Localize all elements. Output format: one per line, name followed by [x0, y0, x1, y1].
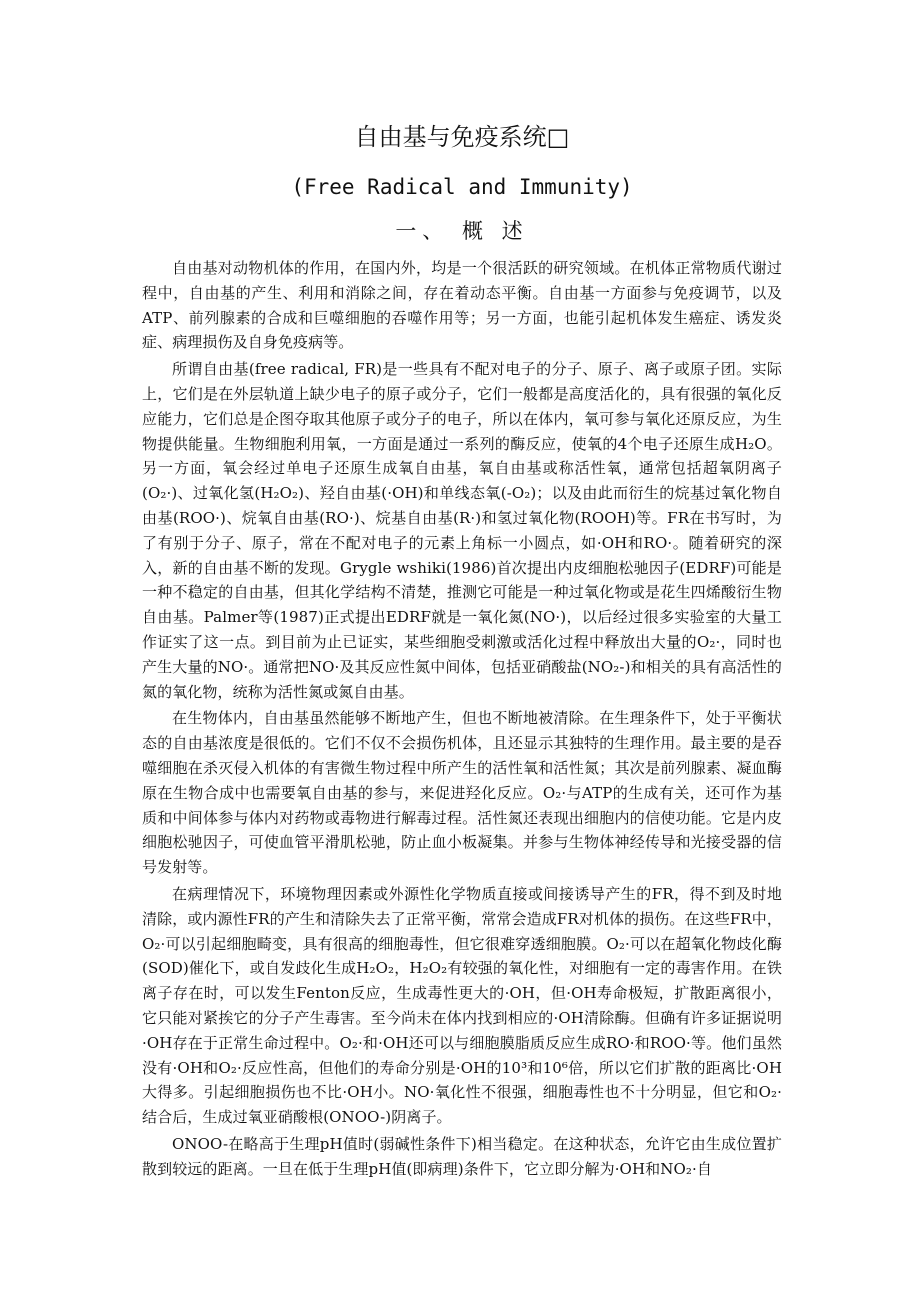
section-heading: 一、 概 述 — [395, 219, 529, 243]
document-subtitle: (Free Radical and Immunity) — [291, 175, 633, 199]
paragraph-2: 所谓自由基(free radical, FR)是一些具有不配对电子的分子、原子、离子或原子团。实际上，它们是在外层轨道上缺少电子的原子或分子，它们一般都是高度活化的，具有很强的氧化反应能力，它们总是企图夺取其他原子或分子的电子，所以在体内，氧可参与氧化还原反应，为生物提供能量。生物细胞利用氧，一方面是通过一系列的酶反应，使氧的4个电子还原生成H₂O。另一方面，氧会经过单电子还原生成氧自由基，氧自由基或称活性氧，通常包括超氧阴离子(O₂·)、过氧化氢(H₂O₂)、羟自由基(·OH)和单线态氧(-O₂)；以及由此而衍生的烷基过氧化物自由基(ROO·)、烷氧自由基(RO·)、烷基自由基(R·)和氢过氧化物(ROOH)等。FR在书写时，为了有别于分子、原子，常在不配对电子的元素上角标一小圆点，如·OH和RO·。随着研究的深入，新的自由基不断的发现。Grygle wshiki(1986)首次提出内皮细胞松驰因子(EDRF)可能是一种不稳定的自由基，但其化学结构不清楚，推测它可能是一种过氧化物或是花生四烯酸衍生物自由基。Palmer等(1987)正式提出EDRF就是一氧化氮(NO·)，以后经过很多实验室的大量工作证实了这一点。到目前为止已证实，某些细胞受刺激或活化过程中释放出大量的O₂·，同时也产生大量的NO·。通常把NO·及其反应性氮中间体，包括亚硝酸盐(NO₂-)和相关的具有高活性的氮的氧化物，统称为活性氮或氮自由基。 — [142, 360, 782, 701]
paragraph-3: 在生物体内，自由基虽然能够不断地产生，但也不断地被清除。在生理条件下，处于平衡状态的自由基浓度是很低的。它们不仅不会损伤机体，且还显示其独特的生理作用。最主要的是吞噬细胞在杀灭侵入机体的有害微生物过程中所产生的活性氧和活性氮；其次是前列腺素、凝血酶原在生物合成中也需要氧自由基的参与，来促进羟化反应。O₂·与ATP的生成有关，还可作为基质和中间体参与体内对药物或毒物进行解毒过程。活性氮还表现出细胞内的信使功能。它是内皮细胞松驰因子，可使血管平滑肌松驰，防止血小板凝集。并参与生物体神经传导和光接受器的信号发射等。 — [142, 709, 782, 877]
paragraph-5: ONOO-在略高于生理pH值时(弱碱性条件下)相当稳定。在这种状态，允许它由生成位置扩散到较远的距离。一旦在低于生理pH值(即病理)条件下，它立即分解为·OH和NO₂·自 — [142, 1134, 782, 1178]
paragraph-4: 在病理情况下，环境物理因素或外源性化学物质直接或间接诱导产生的FR，得不到及时地清除，或内源性FR的产生和清除失去了正常平衡，常常会造成FR对机体的损伤。在这些FR中，O₂·可以引起细胞畸变，具有很高的细胞毒性，但它很难穿透细胞膜。O₂·可以在超氧化物歧化酶(SOD)催化下，或自发歧化生成H₂O₂，H₂O₂有较强的氧化性，对细胞有一定的毒害作用。在铁离子存在时，可以发生Fenton反应，生成毒性更大的·OH，但·OH寿命极短，扩散距离很小，它只能对紧挨它的分子产生毒害。至今尚未在体内找到相应的·OH清除酶。但确有许多证据说明 ·OH存在于正常生命过程中。O₂·和·OH还可以与细胞膜脂质反应生成RO·和ROO·等。他们虽然没有·OH和O₂·反应性高，但他们的寿命分别是·OH的10³和10⁶倍，所以它们扩散的距离比·OH大得多。引起细胞损伤也不比·OH小。NO·氧化性不很强，细胞毒性也不十分明显，但它和O₂·结合后，生成过氧亚硝酸根(ONOO-)阴离子。 — [142, 884, 782, 1127]
paragraph-1: 自由基对动物机体的作用，在国内外，均是一个很活跃的研究领域。在机体正常物质代谢过程中，自由基的产生、利用和消除之间，存在着动态平衡。自由基一方面参与免疫调节，以及ATP、前列腺素的合成和巨噬细胞的吞噬作用等；另一方面，也能引起机体发生癌症、诱发炎症、病理损伤及自身免疫病等。 — [142, 259, 782, 352]
document-title: 自由基与免疫系统□ — [354, 123, 570, 151]
